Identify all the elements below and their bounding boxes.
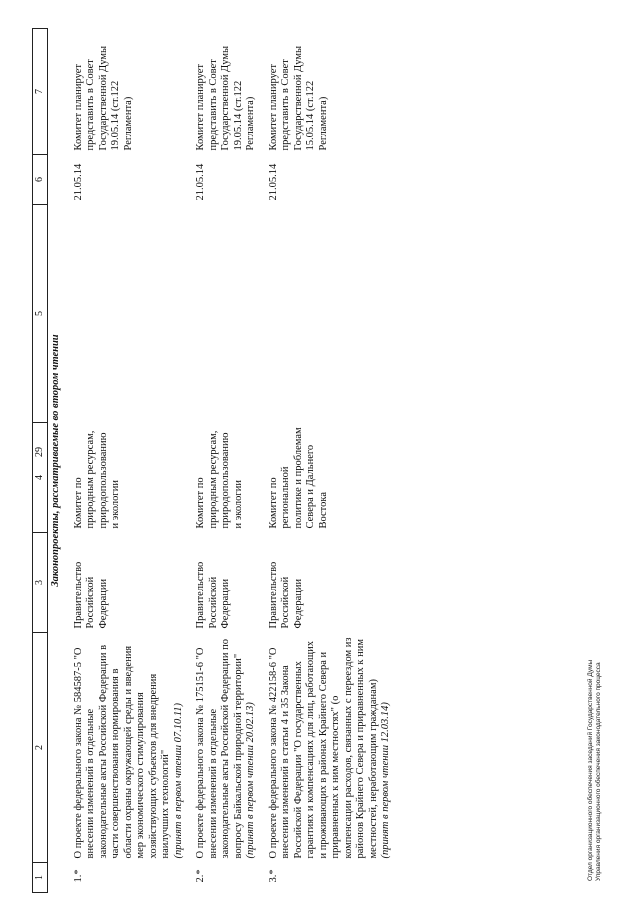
initiator-cell: Правительство Российской Федерации: [267, 561, 304, 629]
committee-cell: Комитет по региональной политике и проблемам Севера и Дальнего Востока: [267, 427, 329, 529]
column-header: 3: [33, 533, 48, 633]
empty-cell: [266, 205, 401, 423]
empty-cell: [71, 205, 194, 423]
row-number: 1.*: [72, 869, 84, 883]
section-title: Законопроекты, рассматриваемые во втором чтении: [50, 334, 61, 587]
column-header: 6: [33, 155, 48, 205]
section-row: [48, 29, 71, 893]
bill-title: О проекте федерального закона № 175151-6 "О внесении изменений в отдельные законодательные акты Российской Федерации по вопросу Байкальской природной территории": [195, 638, 244, 859]
rotated-page: [32, 13, 622, 893]
date-cell: 21.05.14: [267, 163, 279, 201]
remark-cell: Комитет планирует представить в Совет Государственной Думы 19.05.14 (ст.122 Регламента): [72, 45, 134, 151]
column-header: 4: [33, 423, 48, 533]
page-number: 29: [34, 447, 45, 457]
committee-cell: Комитет по природным ресурсам, природопользованию и экологии: [72, 430, 121, 529]
row-number: 2.*: [195, 869, 206, 883]
bill-title: О проекте федерального закона № 422158-6 "О внесении изменений в статьи 4 и 35 Закона Российской Федерации "О государственных гарантиях и компенсациях для лиц, работающих и проживающих в районах Крайнего Севера и приравненных к ним местностях" (о компенсации расходов, связанных с переездом из районов Крайнего Севера и приравненных к ним местностей, неработающим гражданам): [267, 637, 379, 859]
table-row: [193, 29, 266, 893]
bill-cell: [193, 633, 266, 863]
committee-cell: Комитет по природным ресурсам, природопользованию и экологии: [195, 430, 244, 529]
column-header: 5: [33, 205, 48, 423]
table-row: [71, 29, 194, 893]
column-header: 7: [33, 29, 48, 155]
table-row: [266, 29, 401, 893]
column-header: 2: [33, 633, 48, 863]
agenda-table: [32, 28, 401, 893]
remark-cell: Комитет планирует представить в Совет Государственной Думы 15.05.14 (ст.122 Регламента): [267, 45, 329, 151]
footer-line: Управления организационного обеспечения законодательного процесса: [595, 662, 602, 881]
column-number-row: [33, 29, 48, 893]
bill-reading-note: (принят в первом чтении 20.02.13): [245, 702, 256, 859]
bill-title: О проекте федерального закона № 584587-5 "О внесении изменений в отдельные законодательные акты Российской Федерации в части совершенствования нормирования в области охраны окружающей среды и введения мер экономического стимулирования хозяйствующих субъектов для внедрения наилучших технологий": [72, 644, 171, 859]
bill-reading-note: (принят в первом чтении 12.03.14): [380, 702, 391, 859]
column-header: 1: [33, 863, 48, 893]
empty-cell: [193, 205, 266, 423]
initiator-cell: Правительство Российской Федерации: [72, 561, 109, 629]
bill-reading-note: (принят в первом чтении 07.10.11): [172, 702, 184, 859]
row-number: 3.*: [267, 869, 279, 883]
date-cell: 21.05.14: [195, 163, 206, 201]
page-footer: [587, 660, 603, 881]
bill-cell: [266, 633, 401, 863]
remark-cell: Комитет планирует представить в Совет Государственной Думы 19.05.14 (ст.122 Регламента): [195, 45, 256, 151]
date-cell: 21.05.14: [72, 163, 84, 201]
footer-line: Отдел организационного обеспечения заседаний Государственной Думы: [587, 659, 594, 881]
bill-cell: [71, 633, 194, 863]
initiator-cell: Правительство Российской Федерации: [195, 561, 231, 629]
